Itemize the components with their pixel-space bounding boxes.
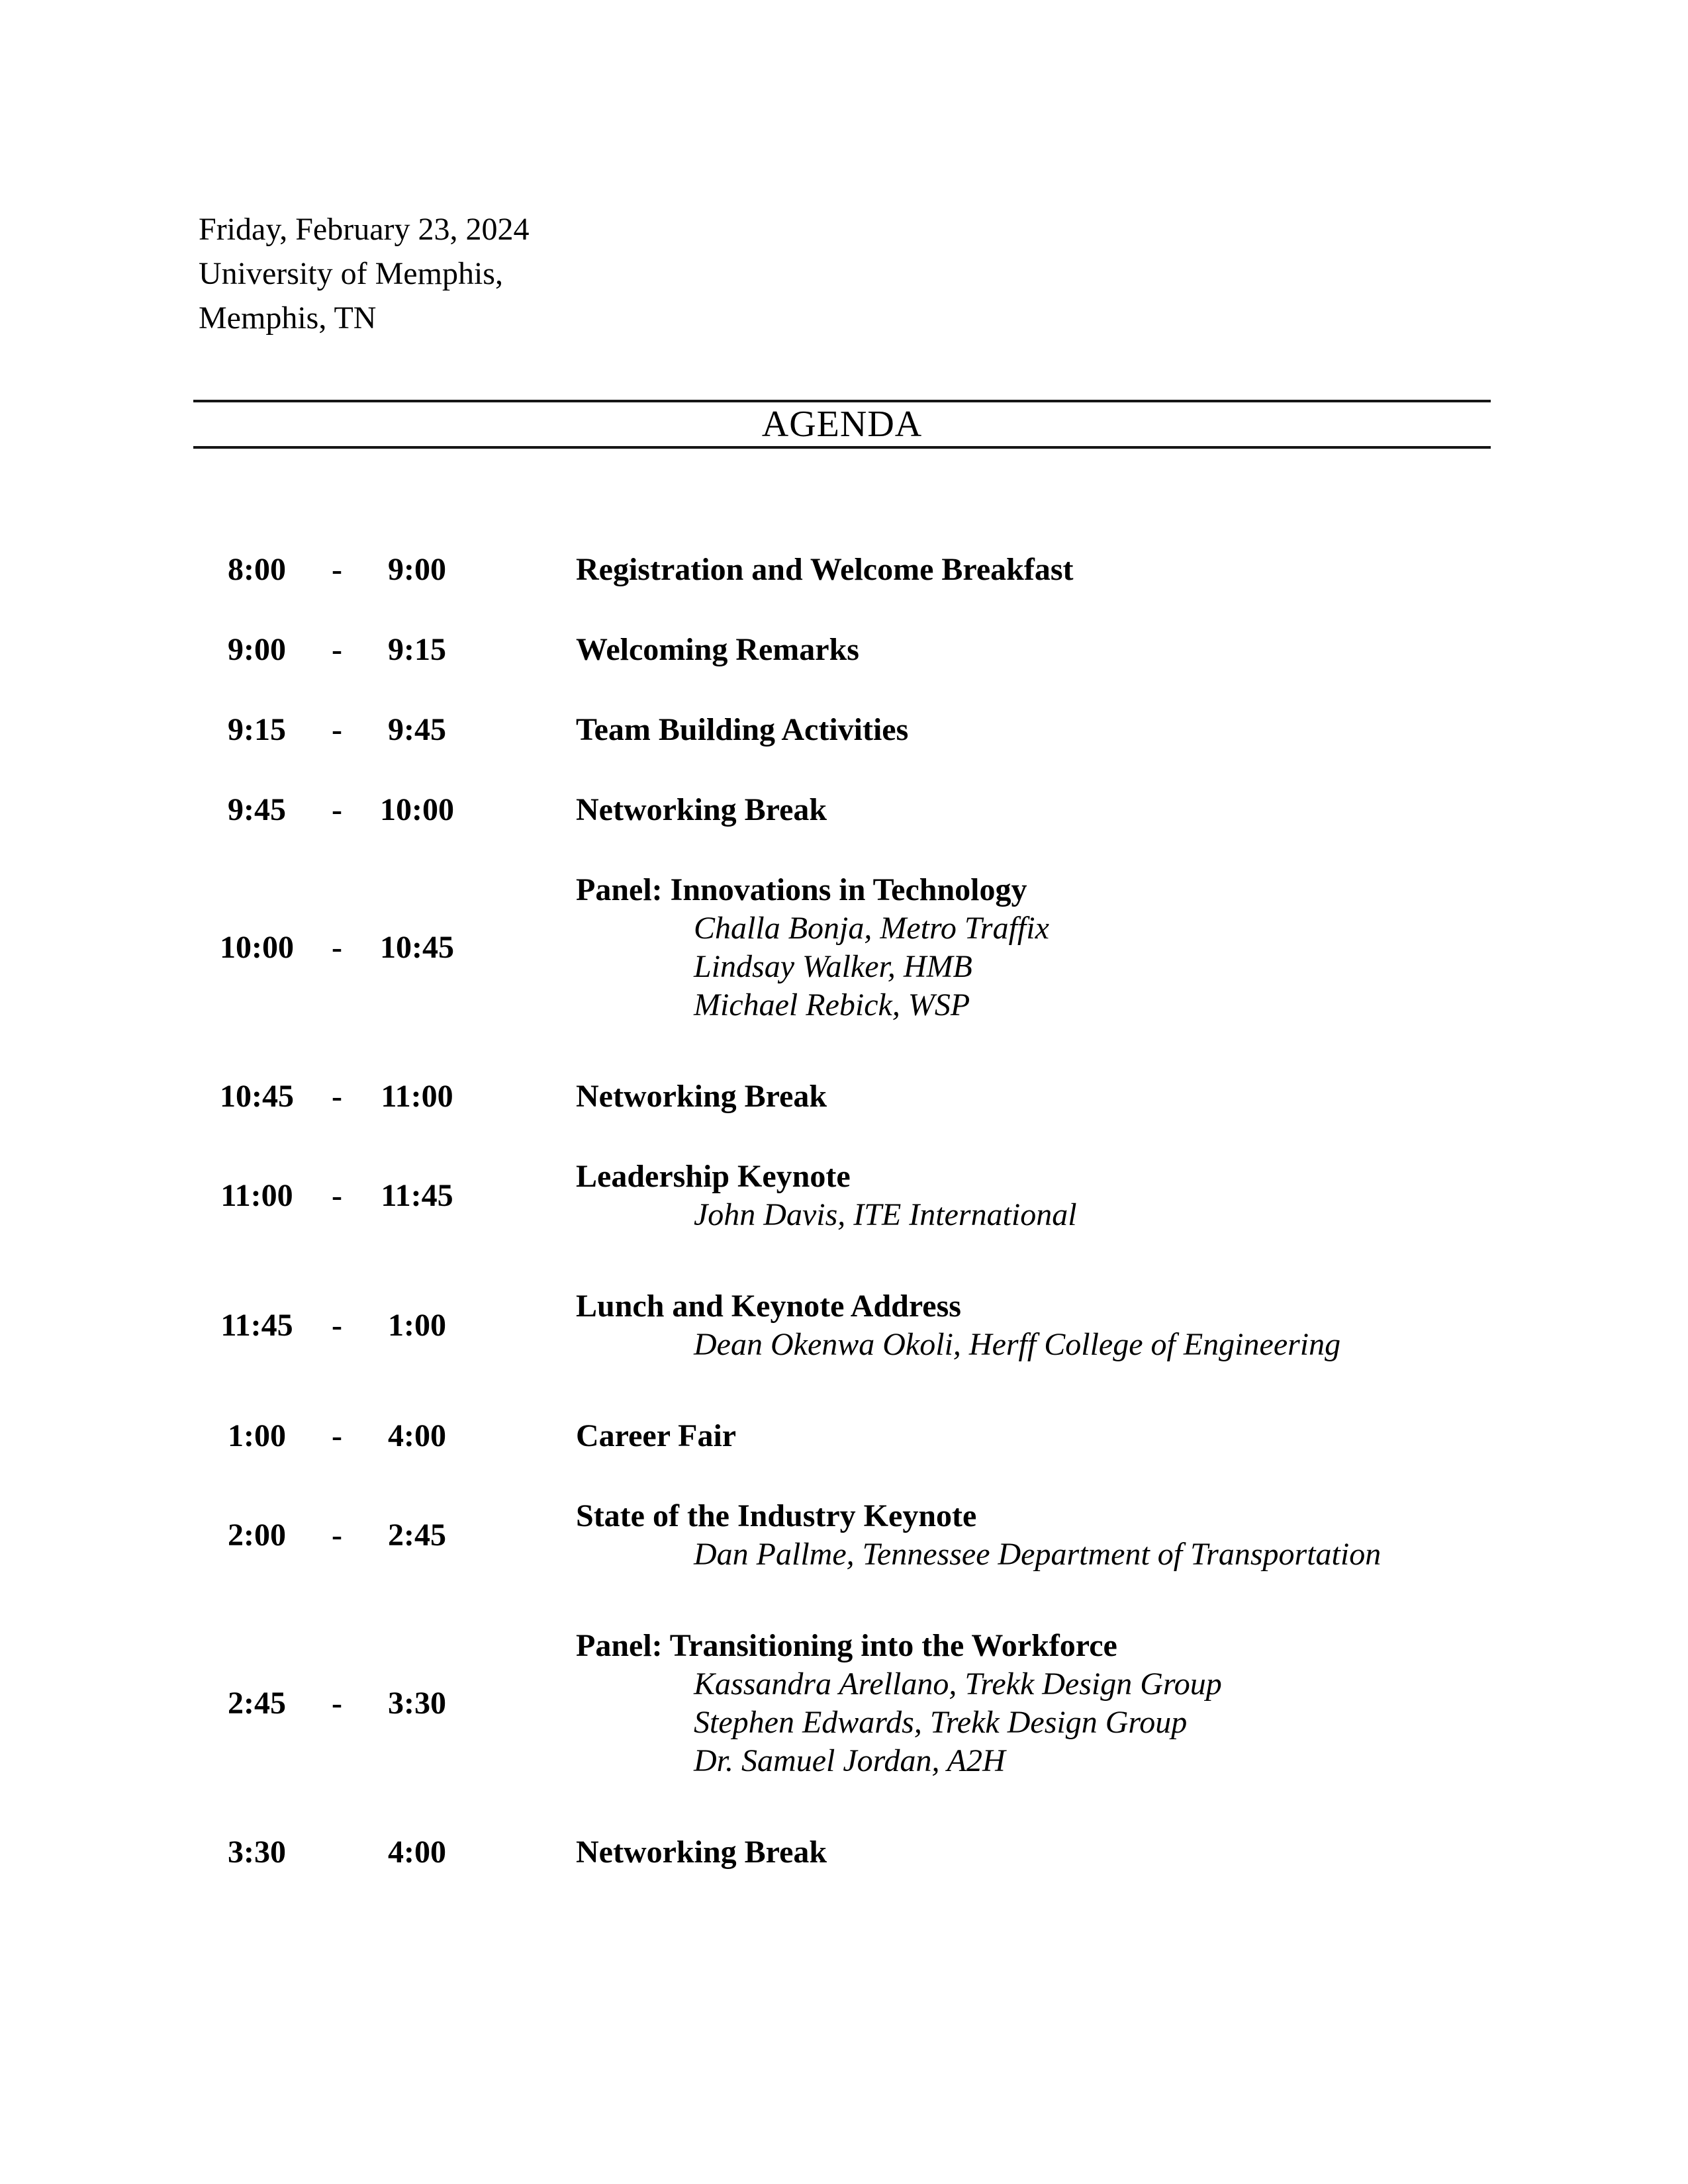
speaker-line: Stephen Edwards, Trekk Design Group <box>694 1705 1188 1740</box>
end-time: 2:45 <box>388 1518 446 1553</box>
end-time: 4:00 <box>388 1418 446 1453</box>
time-separator: - <box>332 632 342 667</box>
start-time: 9:15 <box>228 712 286 747</box>
speaker-line: Dan Pallme, Tennessee Department of Transportation <box>694 1537 1382 1572</box>
agenda-row <box>211 1158 1541 1234</box>
time-separator: - <box>332 1079 342 1114</box>
speaker-line: Lindsay Walker, HMB <box>694 949 972 984</box>
event-city: Memphis, TN <box>199 300 377 336</box>
speaker-line: Kassandra Arellano, Trekk Design Group <box>694 1666 1222 1702</box>
start-time: 9:45 <box>228 792 286 827</box>
time-separator: - <box>332 930 342 965</box>
agenda-row <box>211 1417 1541 1455</box>
session-title: Leadership Keynote <box>576 1159 851 1194</box>
agenda-row <box>211 871 1541 1024</box>
time-separator: - <box>332 1518 342 1553</box>
time-separator: - <box>332 1418 342 1453</box>
start-time: 3:30 <box>228 1835 286 1870</box>
session-title: Networking Break <box>576 1835 827 1870</box>
time-separator: - <box>332 552 342 587</box>
event-date: Friday, February 23, 2024 <box>199 212 530 247</box>
end-time: 3:30 <box>388 1686 446 1721</box>
start-time: 11:45 <box>220 1308 293 1343</box>
agenda-row <box>211 711 1541 749</box>
agenda-row <box>211 631 1541 669</box>
agenda-row <box>211 1077 1541 1116</box>
session-title: Welcoming Remarks <box>576 632 859 667</box>
time-separator: - <box>332 712 342 747</box>
end-time: 9:00 <box>388 552 446 587</box>
speaker-line: Michael Rebick, WSP <box>694 987 970 1023</box>
document-header <box>199 207 529 340</box>
agenda-list <box>211 551 1541 1913</box>
start-time: 10:45 <box>220 1079 294 1114</box>
session-title: Networking Break <box>576 1079 827 1114</box>
end-time: 1:00 <box>388 1308 446 1343</box>
time-separator: - <box>332 1686 342 1721</box>
session-title: State of the Industry Keynote <box>576 1498 977 1533</box>
agenda-row <box>211 551 1541 589</box>
session-title: Career Fair <box>576 1418 737 1453</box>
speaker-line: Dr. Samuel Jordan, A2H <box>694 1743 1006 1778</box>
agenda-row <box>211 1833 1541 1872</box>
agenda-title-banner <box>193 400 1491 449</box>
speaker-line: Challa Bonja, Metro Traffix <box>694 911 1049 946</box>
end-time: 9:15 <box>388 632 446 667</box>
start-time: 2:00 <box>228 1518 286 1553</box>
speaker-line: John Davis, ITE International <box>694 1197 1077 1232</box>
agenda-row <box>211 1287 1541 1364</box>
page-title: AGENDA <box>761 404 923 445</box>
end-time: 11:45 <box>381 1178 453 1213</box>
agenda-row <box>211 1497 1541 1574</box>
end-time: 9:45 <box>388 712 446 747</box>
event-venue: University of Memphis, <box>199 256 503 291</box>
end-time: 4:00 <box>388 1835 446 1870</box>
end-time: 11:00 <box>381 1079 453 1114</box>
session-title: Registration and Welcome Breakfast <box>576 552 1074 587</box>
start-time: 2:45 <box>228 1686 286 1721</box>
agenda-row <box>211 1627 1541 1780</box>
session-title: Panel: Innovations in Technology <box>576 872 1027 907</box>
end-time: 10:00 <box>380 792 454 827</box>
end-time: 10:45 <box>380 930 454 965</box>
start-time: 8:00 <box>228 552 286 587</box>
start-time: 1:00 <box>228 1418 286 1453</box>
speaker-line: Dean Okenwa Okoli, Herff College of Engineering <box>694 1327 1341 1362</box>
session-title: Panel: Transitioning into the Workforce <box>576 1628 1117 1663</box>
time-separator: - <box>332 1308 342 1343</box>
start-time: 10:00 <box>220 930 294 965</box>
start-time: 9:00 <box>228 632 286 667</box>
start-time: 11:00 <box>220 1178 293 1213</box>
session-title: Lunch and Keynote Address <box>576 1289 961 1324</box>
time-separator: - <box>332 1178 342 1213</box>
time-separator: - <box>332 792 342 827</box>
agenda-row <box>211 791 1541 829</box>
session-title: Networking Break <box>576 792 827 827</box>
session-title: Team Building Activities <box>576 712 909 747</box>
